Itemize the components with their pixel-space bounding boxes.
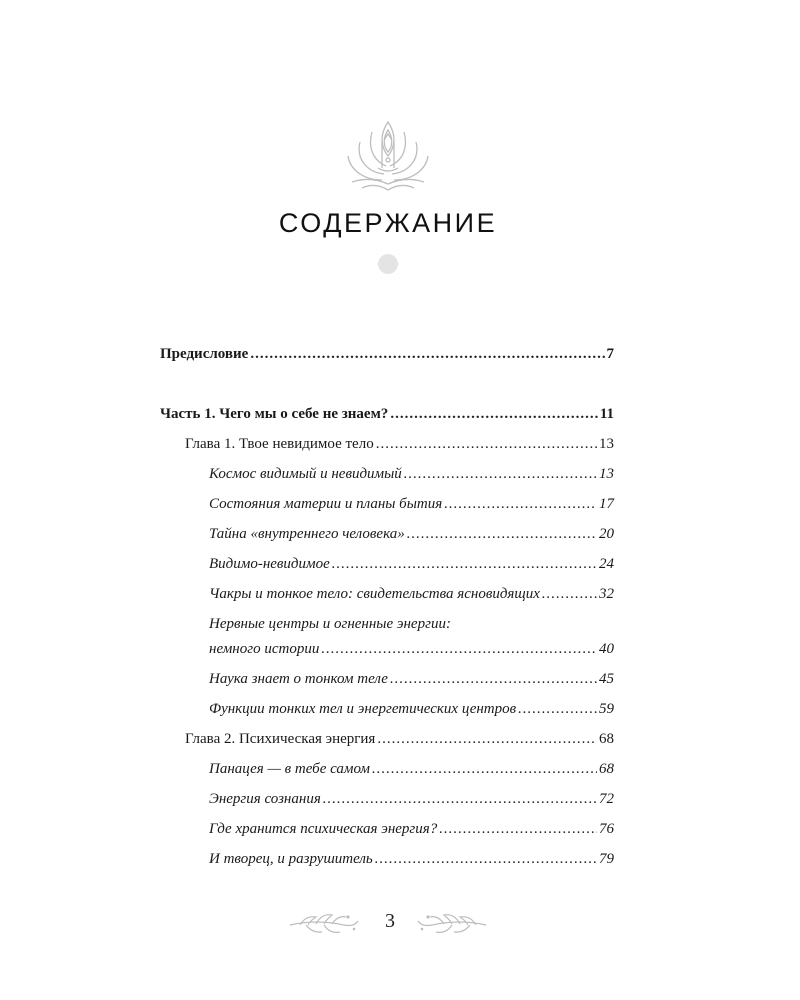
toc-entry-label: Где хранится психическая энергия? — [209, 821, 438, 837]
dot-leader — [332, 555, 597, 573]
dot-leader — [518, 700, 597, 718]
dot-leader — [390, 405, 598, 423]
toc-entry-section[interactable] — [209, 555, 614, 573]
dot-leader — [372, 760, 597, 778]
toc-entry-part-1[interactable] — [160, 405, 614, 423]
dot-leader — [323, 790, 597, 808]
toc-entry-section[interactable] — [209, 700, 614, 718]
toc-page-number: 24 — [599, 556, 614, 572]
toc-entry-section[interactable] — [209, 525, 614, 543]
toc-entry-label: Глава 2. Психическая энергия — [185, 731, 376, 747]
toc-entry-section[interactable] — [209, 495, 614, 513]
dot-leader — [444, 495, 597, 513]
toc-page-number: 72 — [599, 791, 614, 807]
toc-entry-label: немного истории — [209, 641, 320, 657]
toc-entry-label: Часть 1. Чего мы о себе не знаем? — [160, 406, 389, 422]
dot-leader — [375, 850, 597, 868]
toc-page-number: 17 — [599, 496, 614, 512]
toc-page-number: 68 — [599, 731, 614, 747]
toc-page-number: 68 — [599, 761, 614, 777]
toc-entry-label: И творец, и разрушитель — [209, 851, 373, 867]
toc-entry-label: Космос видимый и невидимый — [209, 466, 402, 482]
dot-leader — [404, 465, 597, 483]
dot-leader — [542, 585, 597, 603]
toc-entry-label: Функции тонких тел и энергетических центров — [209, 701, 517, 717]
toc-entry-label: Чакры и тонкое тело: свидетельства ясновидящих — [209, 586, 540, 602]
toc-page-number: 13 — [599, 436, 614, 452]
toc-page-number: 76 — [599, 821, 614, 837]
toc-entry-label: Предисловие — [160, 346, 249, 362]
toc-entry-section[interactable] — [209, 640, 614, 658]
toc-page-number: 7 — [606, 346, 614, 362]
toc-entry-preface[interactable] — [160, 345, 614, 363]
dot-leader — [250, 345, 604, 363]
dot-leader — [407, 525, 597, 543]
toc-entry-section[interactable] — [209, 760, 614, 778]
dot-leader — [376, 435, 597, 453]
toc-entry-chapter-1[interactable] — [185, 435, 614, 453]
toc-entry-label-line1[interactable]: Нервные центры и огненные энергии: — [209, 616, 451, 632]
toc-entry-label: Наука знает о тонком теле — [209, 671, 388, 687]
toc-page-number: 20 — [599, 526, 614, 542]
dot-leader — [439, 820, 597, 838]
toc-page-number: 40 — [599, 641, 614, 657]
dot-leader — [321, 640, 597, 658]
toc-page-number: 79 — [599, 851, 614, 867]
toc-entry-section[interactable] — [209, 820, 614, 838]
dot-leader — [390, 670, 597, 688]
toc-entry-label: Видимо-невидимое — [209, 556, 330, 572]
lotus-praying-hands-icon — [342, 116, 434, 196]
toc-page-number: 13 — [599, 466, 614, 482]
toc-page-number: 32 — [599, 586, 614, 602]
page-title: СОДЕРЖАНИЕ — [278, 208, 498, 238]
toc-entry-label: Состояния материи и планы бытия — [209, 496, 443, 512]
toc-entry-label: Панацея — в тебе самом — [209, 761, 370, 777]
toc-entry-section[interactable] — [209, 850, 614, 868]
toc-entry-section[interactable] — [209, 465, 614, 483]
toc-page-number: 59 — [599, 701, 614, 717]
toc-entry-section[interactable] — [209, 585, 614, 603]
page-number: 3 — [385, 910, 395, 932]
toc-entry-label: Тайна «внутреннего человека» — [209, 526, 405, 542]
toc-entry-section[interactable] — [209, 790, 614, 808]
decorative-dot — [378, 254, 398, 274]
toc-entry-section[interactable] — [209, 670, 614, 688]
toc-entry-label: Глава 1. Твое невидимое тело — [185, 436, 374, 452]
toc-page-number: 45 — [599, 671, 614, 687]
dot-leader — [377, 730, 597, 748]
toc-page-number: 11 — [599, 406, 614, 422]
toc-entry-chapter-2[interactable] — [185, 730, 614, 748]
toc-entry-label: Энергия сознания — [209, 791, 321, 807]
